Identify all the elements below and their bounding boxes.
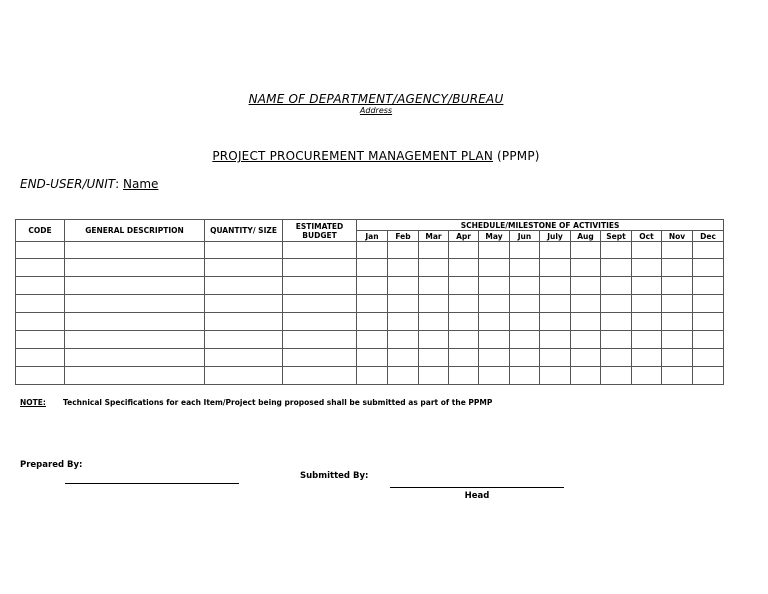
table-cell <box>419 295 449 313</box>
month-oct-header: Oct <box>632 231 662 242</box>
table-row <box>16 277 724 295</box>
table-cell <box>601 277 632 295</box>
table-row <box>16 331 724 349</box>
table-cell <box>357 277 388 295</box>
table-cell <box>388 331 419 349</box>
table-cell <box>388 259 419 277</box>
table-cell <box>16 313 65 331</box>
table-cell <box>601 367 632 385</box>
table-cell <box>388 313 419 331</box>
table-cell <box>357 295 388 313</box>
table-cell <box>16 295 65 313</box>
table-cell <box>449 259 479 277</box>
table-cell <box>693 242 724 259</box>
table-cell <box>419 259 449 277</box>
table-cell <box>693 331 724 349</box>
plan-title-text: PROJECT PROCUREMENT MANAGEMENT PLAN <box>212 149 494 163</box>
table-cell <box>571 277 601 295</box>
table-cell <box>540 349 571 367</box>
table-cell <box>419 242 449 259</box>
table-cell <box>662 295 693 313</box>
submitted-by-signature-line <box>390 487 564 488</box>
month-mar-header: Mar <box>419 231 449 242</box>
table-cell <box>479 313 510 331</box>
end-user-colon: : <box>115 177 120 191</box>
table-cell <box>449 277 479 295</box>
table-cell <box>65 295 205 313</box>
table-cell <box>419 313 449 331</box>
table-cell <box>540 295 571 313</box>
table-cell <box>419 367 449 385</box>
table-cell <box>65 313 205 331</box>
table-cell <box>693 313 724 331</box>
table-cell <box>65 259 205 277</box>
table-cell <box>540 367 571 385</box>
table-cell <box>205 313 283 331</box>
table-cell <box>632 277 662 295</box>
table-cell <box>65 367 205 385</box>
table-cell <box>357 242 388 259</box>
table-cell <box>662 242 693 259</box>
table-cell <box>571 259 601 277</box>
table-cell <box>632 367 662 385</box>
table-cell <box>16 331 65 349</box>
table-cell <box>479 367 510 385</box>
table-cell <box>419 349 449 367</box>
col-budget-header: ESTIMATED BUDGET <box>283 220 357 242</box>
table-cell <box>283 277 357 295</box>
month-may-header: May <box>479 231 510 242</box>
table-cell <box>510 313 540 331</box>
table-cell <box>540 259 571 277</box>
table-cell <box>205 259 283 277</box>
table-cell <box>16 277 65 295</box>
table-cell <box>65 277 205 295</box>
table-cell <box>632 259 662 277</box>
table-cell <box>632 295 662 313</box>
table-cell <box>571 242 601 259</box>
table-cell <box>571 367 601 385</box>
table-cell <box>662 259 693 277</box>
table-cell <box>65 331 205 349</box>
table-cell <box>662 367 693 385</box>
table-cell <box>540 313 571 331</box>
table-cell <box>479 331 510 349</box>
table-cell <box>510 349 540 367</box>
head-title: Head <box>464 491 490 501</box>
table-cell <box>571 331 601 349</box>
table-cell <box>601 259 632 277</box>
table-cell <box>357 349 388 367</box>
table-cell <box>510 259 540 277</box>
end-user-name: Name <box>123 177 159 191</box>
table-row <box>16 242 724 259</box>
month-jul-header: July <box>540 231 571 242</box>
month-jun-header: Jun <box>510 231 540 242</box>
table-cell <box>632 313 662 331</box>
table-cell <box>693 367 724 385</box>
table-cell <box>479 295 510 313</box>
table-cell <box>205 367 283 385</box>
month-feb-header: Feb <box>388 231 419 242</box>
table-cell <box>283 295 357 313</box>
table-cell <box>479 349 510 367</box>
month-jan-header: Jan <box>357 231 388 242</box>
table-cell <box>540 277 571 295</box>
table-cell <box>601 242 632 259</box>
table-cell <box>479 242 510 259</box>
table-cell <box>449 367 479 385</box>
col-schedule-header: SCHEDULE/MILESTONE OF ACTIVITIES <box>357 220 724 231</box>
table-cell <box>388 242 419 259</box>
table-cell <box>205 242 283 259</box>
note <box>20 398 492 407</box>
table-cell <box>540 331 571 349</box>
table-cell <box>357 259 388 277</box>
table-cell <box>449 331 479 349</box>
table-cell <box>662 313 693 331</box>
table-cell <box>571 295 601 313</box>
table-cell <box>510 242 540 259</box>
table-cell <box>283 242 357 259</box>
table-cell <box>16 242 65 259</box>
department-name: NAME OF DEPARTMENT/AGENCY/BUREAU <box>248 92 504 106</box>
table-cell <box>449 295 479 313</box>
table-cell <box>693 349 724 367</box>
note-text: Technical Specifications for each Item/Project being proposed shall be submitted as part of the PPMP <box>63 398 493 407</box>
table-cell <box>283 313 357 331</box>
table-cell <box>601 349 632 367</box>
prepared-by-label: Prepared By: <box>20 460 83 470</box>
table-cell <box>16 349 65 367</box>
table-cell <box>632 331 662 349</box>
table-cell <box>283 349 357 367</box>
table-cell <box>601 295 632 313</box>
table-cell <box>205 331 283 349</box>
table-cell <box>388 295 419 313</box>
note-label: NOTE: <box>20 398 46 407</box>
table-cell <box>540 242 571 259</box>
table-cell <box>283 367 357 385</box>
end-user-line <box>20 177 158 191</box>
prepared-by-signature-line <box>65 483 239 484</box>
ppmp-table <box>15 219 724 385</box>
table-cell <box>16 259 65 277</box>
table-cell <box>205 277 283 295</box>
table-row <box>16 295 724 313</box>
table-cell <box>662 277 693 295</box>
table-cell <box>65 242 205 259</box>
table-cell <box>632 242 662 259</box>
table-body <box>16 242 724 385</box>
table-cell <box>693 295 724 313</box>
table-cell <box>693 277 724 295</box>
table-cell <box>449 242 479 259</box>
table-cell <box>479 277 510 295</box>
table-cell <box>449 313 479 331</box>
col-code-header: CODE <box>16 220 65 242</box>
table-cell <box>205 349 283 367</box>
table-cell <box>571 349 601 367</box>
table-cell <box>693 259 724 277</box>
table-cell <box>601 331 632 349</box>
table-cell <box>662 349 693 367</box>
month-sep-header: Sept <box>601 231 632 242</box>
table-cell <box>419 331 449 349</box>
table-row <box>16 313 724 331</box>
month-dec-header: Dec <box>693 231 724 242</box>
table-cell <box>571 313 601 331</box>
table-cell <box>65 349 205 367</box>
table-cell <box>662 331 693 349</box>
table-cell <box>510 367 540 385</box>
table-cell <box>388 349 419 367</box>
table-cell <box>510 295 540 313</box>
submitted-by-label: Submitted By: <box>300 471 369 481</box>
table-cell <box>283 331 357 349</box>
table-cell <box>510 277 540 295</box>
table-cell <box>357 331 388 349</box>
table-cell <box>479 259 510 277</box>
end-user-label: END-USER/UNIT <box>20 177 116 191</box>
plan-title <box>0 149 752 163</box>
table-cell <box>388 367 419 385</box>
table-cell <box>357 313 388 331</box>
table-cell <box>632 349 662 367</box>
col-description-header: GENERAL DESCRIPTION <box>65 220 205 242</box>
table-header-row <box>16 220 724 231</box>
department-address: Address <box>359 106 393 115</box>
plan-abbrev: (PPMP) <box>497 149 540 163</box>
table-cell <box>601 313 632 331</box>
table-cell <box>449 349 479 367</box>
table-cell <box>283 259 357 277</box>
table-cell <box>388 277 419 295</box>
table-cell <box>205 295 283 313</box>
col-quantity-header: QUANTITY/ SIZE <box>205 220 283 242</box>
table-row <box>16 367 724 385</box>
table-cell <box>510 331 540 349</box>
table-row <box>16 349 724 367</box>
month-aug-header: Aug <box>571 231 601 242</box>
table-row <box>16 259 724 277</box>
month-nov-header: Nov <box>662 231 693 242</box>
month-apr-header: Apr <box>449 231 479 242</box>
table-cell <box>357 367 388 385</box>
table-cell <box>16 367 65 385</box>
table-cell <box>419 277 449 295</box>
